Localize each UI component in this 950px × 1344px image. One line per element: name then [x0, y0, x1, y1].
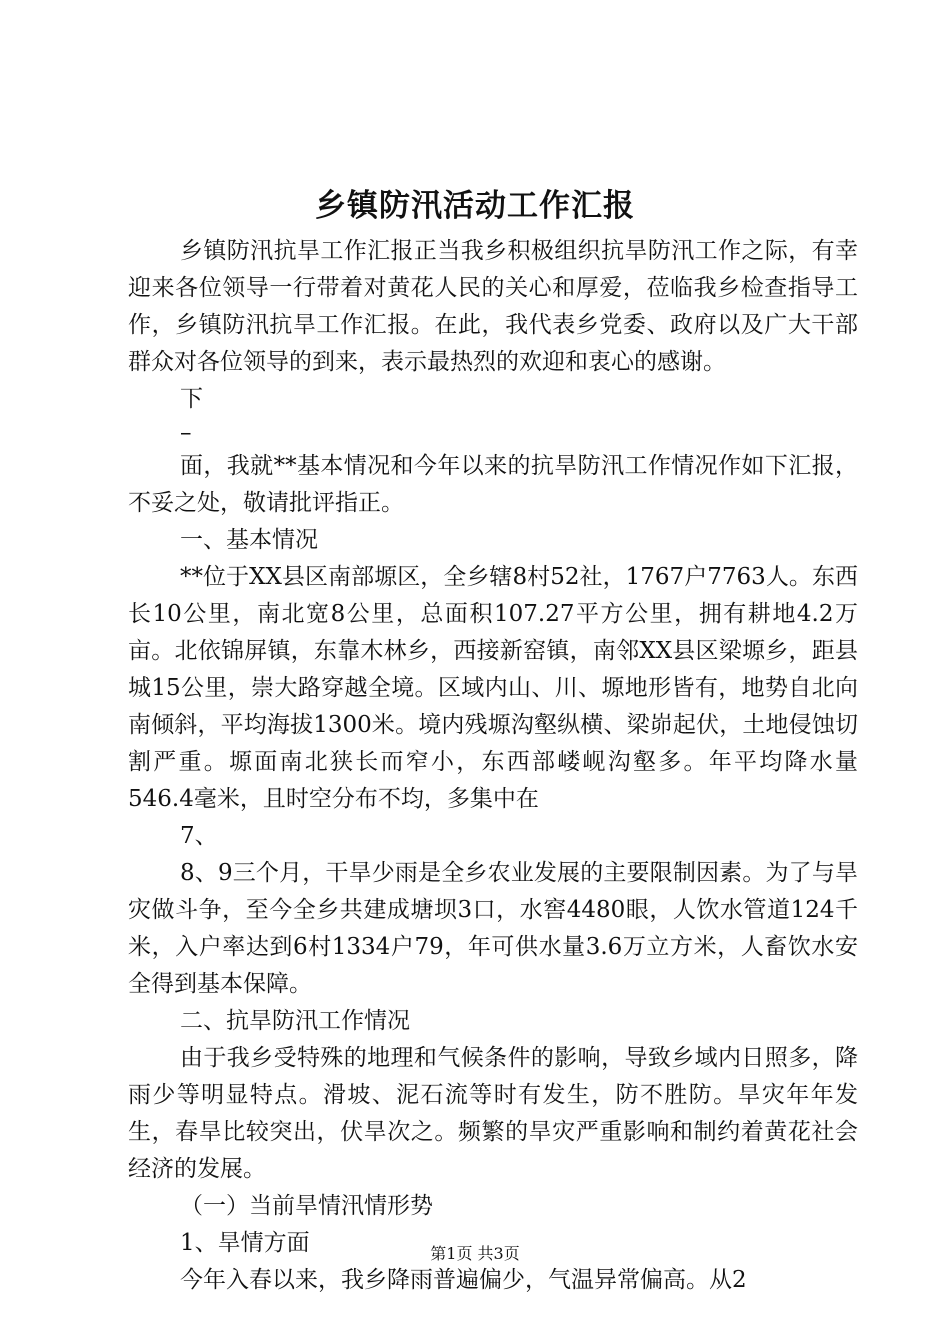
section-heading-basic-info: 一、基本情况: [180, 527, 318, 553]
paragraph-drought-detail: 今年入春以来，我乡降雨普遍偏少，气温异常偏高。从2: [180, 1267, 747, 1293]
subsection-heading-drought: 1、旱情方面: [180, 1230, 310, 1256]
paragraph-report-preface: 面，我就**基本情况和今年以来的抗旱防汛工作情况作如下汇报，不妥之处，敬请批评指正。: [128, 453, 858, 516]
paragraph-climate: 由于我乡受特殊的地理和气候条件的影响，导致乡域内日照多，降雨少等明显特点。滑坡、泥石流等时有发生，防不胜防。旱灾年年发生，春旱比较突出，伏旱次之。频繁的旱灾严重影响和制约着黄花社会经济的发展。: [128, 1045, 858, 1182]
section-heading-work-status: 二、抗旱防汛工作情况: [180, 1008, 410, 1034]
subsection-heading-current-situation: （一）当前旱情汛情形势: [180, 1193, 433, 1219]
paragraph-dash: –: [180, 420, 192, 446]
document-body: [128, 233, 858, 1299]
paragraph-water-works: 8、9三个月，干旱少雨是全乡农业发展的主要限制因素。为了与旱灾做斗争，至今全乡共建成塘坝3口，水窖4480眼，人饮水管道124千米，入户率达到6村1334户79，年可供水量3.6万立方米，人畜饮水安全得到基本保障。: [128, 860, 858, 997]
page-footer: 第1页 共3页: [430, 1244, 520, 1263]
paragraph-fragment-seven: 7、: [180, 823, 218, 849]
paragraph-basic-info: **位于XX县区南部塬区，全乡辖8村52社，1767户7763人。东西长10公里，南北宽8公里，总面积107.27平方公里，拥有耕地4.2万亩。北依锦屏镇，东靠木林乡，西接新窑镇，南邻XX县区梁塬乡，距县城15公里，崇大路穿越全境。区域内山、川、塬地形皆有，地势自北向南倾斜，平均海拔1300米。境内残塬沟壑纵横、梁峁起伏，土地侵蚀切割严重。塬面南北狭长而窄小，东西部嵝岘沟壑多。年平均降水量546.4毫米，且时空分布不均，多集中在: [128, 564, 858, 812]
document-title: 乡镇防汛活动工作汇报: [315, 188, 635, 224]
paragraph-fragment-xia: 下: [180, 386, 203, 412]
paragraph-intro: 乡镇防汛抗旱工作汇报正当我乡积极组织抗旱防汛工作之际，有幸迎来各位领导一行带着对黄花人民的关心和厚爱，莅临我乡检查指导工作，乡镇防汛抗旱工作汇报。在此，我代表乡党委、政府以及广大干部群众对各位领导的到来，表示最热烈的欢迎和衷心的感谢。: [128, 238, 858, 375]
